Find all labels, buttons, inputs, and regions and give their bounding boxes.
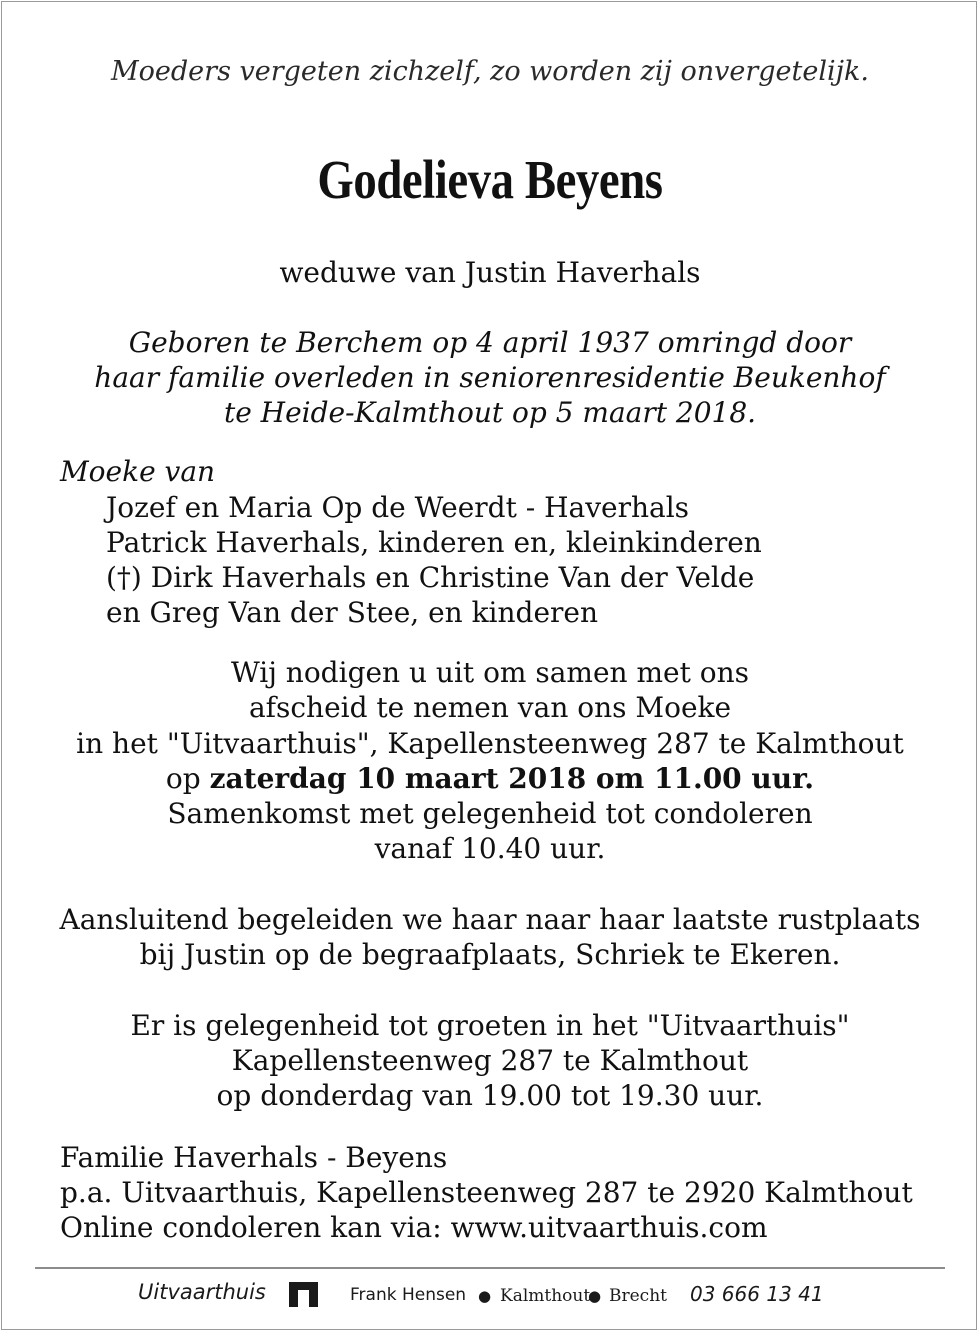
invitation-line: Wij nodigen u uit om samen met ons [230,656,750,689]
contact-address: p.a. Uitvaarthuis, Kapellensteenweg 287 te 2920 Kalmthout [60,1176,913,1209]
invitation-line: afscheid te nemen van ons Moeke [248,691,732,724]
deceased-name: Godelieva Beyens [317,149,663,210]
ceremony-date-line [0,762,980,796]
family-heading: Moeke van [60,455,216,488]
invitation-line: vanaf 10.40 uur. [374,832,606,865]
location-kalmthout: Kalmthout [500,1286,591,1306]
funeral-home-name: Uitvaarthuis [138,1280,266,1304]
location-brecht: Brecht [609,1286,667,1306]
footer-divider [35,1267,945,1269]
burial-line: bij Justin op de begraafplaats, Schriek te Ekeren. [139,938,841,971]
burial-line: Aansluitend begeleiden we haar naar haar laatste rustplaats [59,903,921,936]
family-member: (†) Dirk Haverhals en Christine Van der Velde [106,561,755,594]
funeral-director: Frank Hensen [350,1285,467,1305]
family-member: Patrick Haverhals, kinderen en, kleinkinderen [106,526,762,559]
visitation-line: Kapellensteenweg 287 te Kalmthout [231,1044,749,1077]
birth-death-line: haar familie overleden in seniorenresidentie Beukenhof [94,361,886,394]
funeral-home-footer [0,1278,980,1312]
separator-dot: ● [588,1287,602,1305]
birth-death-line: Geboren te Berchem op 4 april 1937 omringd door [128,326,852,359]
funeral-home-logo-icon [289,1282,318,1307]
family-member: en Greg Van der Stee, en kinderen [106,596,599,629]
ceremony-date-prefix: op [165,762,210,795]
motto-quote: Moeders vergeten zichzelf, zo worden zij onvergetelijk. [111,56,869,87]
contact-online: Online condoleren kan via: www.uitvaarthuis.com [60,1211,768,1244]
invitation-line: in het "Uitvaarthuis", Kapellensteenweg 287 te Kalmthout [76,727,904,760]
invitation-line: Samenkomst met gelegenheid tot condoleren [167,797,813,830]
phone-number: 03 666 13 41 [690,1282,824,1306]
ceremony-date: zaterdag 10 maart 2018 om 11.00 uur. [209,762,815,795]
visitation-line: op donderdag van 19.00 tot 19.30 uur. [216,1079,764,1112]
visitation-line: Er is gelegenheid tot groeten in het "Uitvaarthuis" [130,1009,850,1042]
contact-family: Familie Haverhals - Beyens [60,1141,448,1174]
birth-death-line: te Heide-Kalmthout op 5 maart 2018. [223,396,757,429]
spouse-line: weduwe van Justin Haverhals [279,256,701,289]
separator-dot: ● [478,1287,492,1305]
family-member: Jozef en Maria Op de Weerdt - Haverhals [106,491,690,524]
